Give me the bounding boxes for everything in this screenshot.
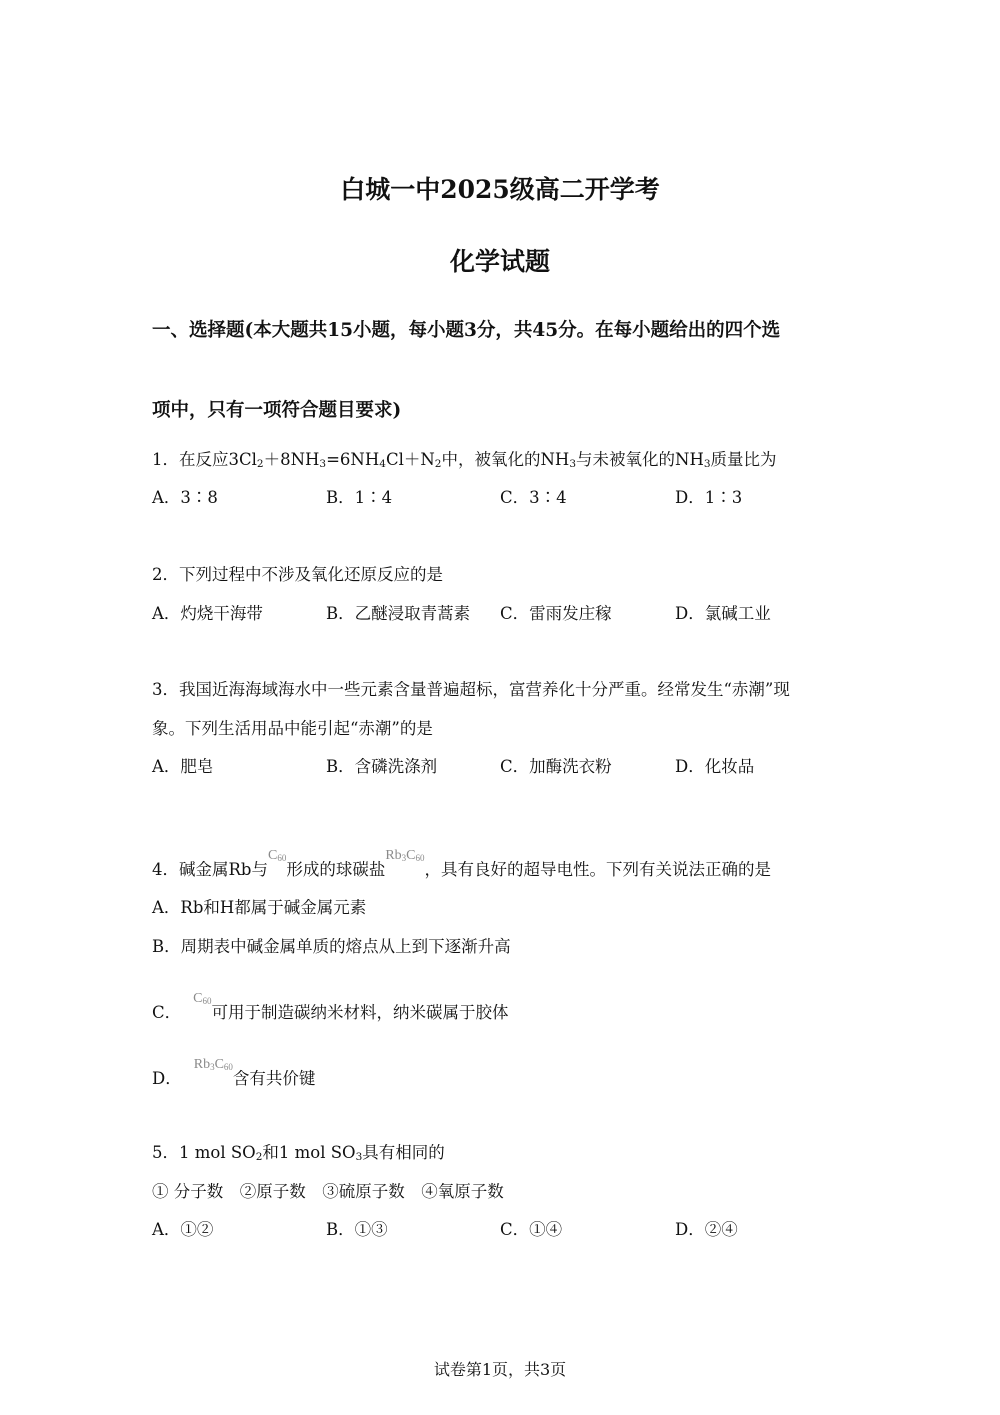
question-3-stem-line2: 象。下列生活用品中能引起“赤潮”的是 bbox=[152, 719, 433, 738]
c60-formula: $C_{60}$ bbox=[267, 848, 287, 863]
rb3c60-formula: $Rb_3C_{60}$ bbox=[193, 1057, 233, 1072]
question-3-option-b: B．含磷洗涤剂 bbox=[326, 757, 438, 776]
question-5-option-c: C．①④ bbox=[500, 1220, 563, 1239]
question-4-option-b: B．周期表中碱金属单质的熔点从上到下逐渐升高 bbox=[152, 937, 511, 956]
question-3-stem-line1: 3．我国近海海域海水中一些元素含量普遍超标，富营养化十分严重。经常发生“赤潮”现 bbox=[152, 680, 790, 699]
section-heading-line2: 项中，只有一项符合题目要求) bbox=[152, 400, 402, 421]
question-5-option-d: D．②④ bbox=[675, 1220, 738, 1239]
question-2-option-c: C．雷雨发庄稼 bbox=[500, 604, 612, 623]
question-2-option-d: D．氯碱工业 bbox=[675, 604, 771, 623]
question-5-stem: 5．1 mol $SO_2$和1 mol $SO_3$具有相同的 bbox=[152, 1143, 445, 1163]
question-1-stem: 1．在反应$3Cl_2+8NH_3=6NH_4Cl+N_2$中，被氧化的$NH_3$与未被氧化的$NH_3$质量比为 bbox=[152, 450, 777, 470]
question-1-option-d: D．1∶3 bbox=[675, 488, 743, 507]
question-4-stem: 4．碱金属Rb与$C_{60}$形成的球碳盐$Rb_3C_{60}$，具有良好的超导电性。下列有关说法正确的是 bbox=[152, 844, 771, 882]
rb3c60-formula: $Rb_3C_{60}$ bbox=[385, 848, 425, 863]
question-2-option-a: A．灼烧干海带 bbox=[152, 604, 263, 623]
question-3-option-c: C．加酶洗衣粉 bbox=[500, 757, 612, 776]
question-2-stem: 2．下列过程中不涉及氧化还原反应的是 bbox=[152, 565, 443, 584]
question-4-option-a: A．Rb和H都属于碱金属元素 bbox=[152, 898, 367, 917]
section-heading-line1: 一、选择题(本大题共15小题，每小题3分，共45分。在每小题给出的四个选 bbox=[152, 320, 781, 341]
question-5-option-a: A．①② bbox=[152, 1220, 214, 1239]
question-5-items: ① 分子数 ②原子数 ③硫原子数 ④氧原子数 bbox=[152, 1182, 504, 1201]
page-footer: 试卷第1页，共3页 bbox=[433, 1360, 567, 1379]
question-1-option-a: A．3∶8 bbox=[152, 488, 218, 507]
c60-formula: $C_{60}$ bbox=[193, 991, 212, 1006]
question-4-option-d: D．$Rb_3C_{60}$含有共价键 bbox=[152, 1053, 315, 1091]
question-3-option-d: D．化妆品 bbox=[675, 757, 755, 776]
question-2-option-b: B．乙醚浸取青蒿素 bbox=[326, 604, 471, 623]
exam-title: 白城一中2025级高二开学考 bbox=[340, 175, 660, 204]
exam-subtitle: 化学试题 bbox=[449, 247, 550, 276]
question-1-option-b: B．1∶4 bbox=[326, 488, 393, 507]
question-4-option-c: C．$C_{60}$可用于制造碳纳米材料，纳米碳属于胶体 bbox=[152, 987, 508, 1025]
question-3-option-a: A．肥皂 bbox=[152, 757, 214, 776]
question-5-option-b: B．①③ bbox=[326, 1220, 388, 1239]
question-1-option-c: C．3∶4 bbox=[500, 488, 567, 507]
